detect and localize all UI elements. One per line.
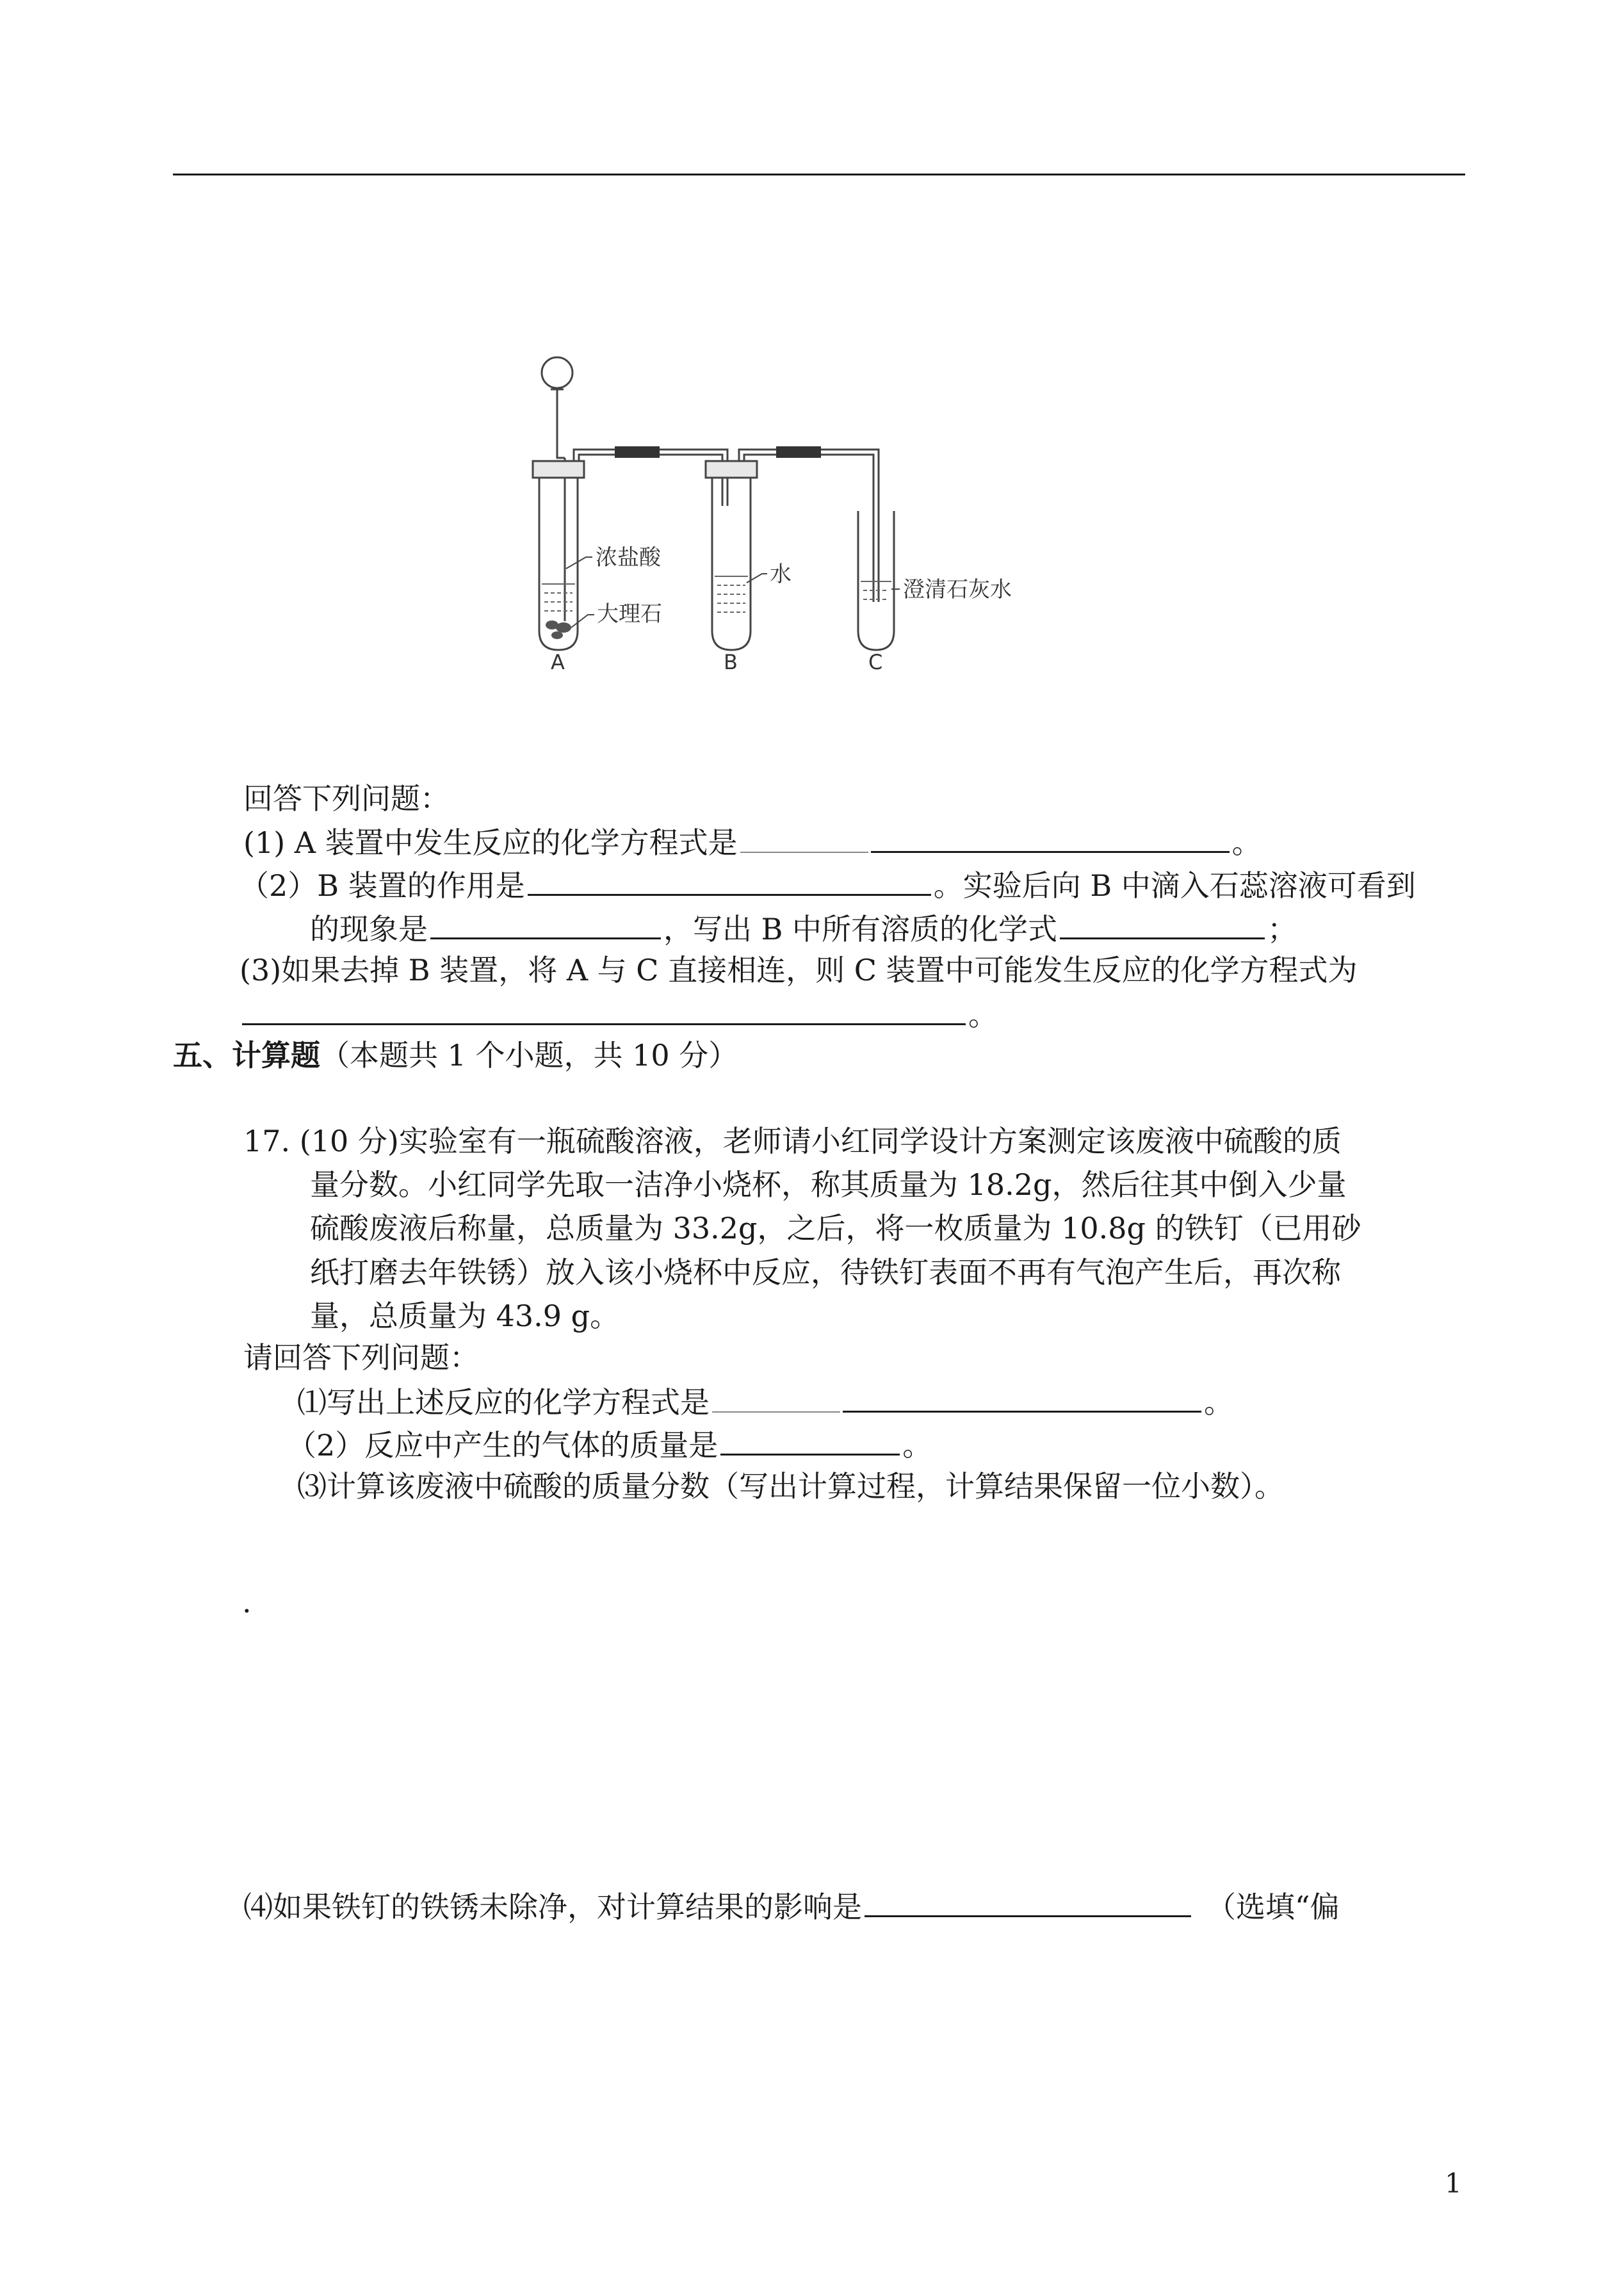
question-3: (3)如果去掉 B 装置，将 A 与 C 直接相连，则 C 装置中可能发生反应的化学方程式为 xyxy=(240,953,1358,987)
answer-blank-1b[interactable] xyxy=(871,822,1230,853)
stray-dot: . xyxy=(242,1585,252,1619)
q17-blank-4[interactable] xyxy=(865,1886,1191,1917)
tube-label-b: B xyxy=(724,650,738,672)
section-5-subtitle: （本题共 1 个小题，共 10 分） xyxy=(320,1038,738,1073)
answer-blank-1a[interactable] xyxy=(740,822,868,853)
q17-line-2: 量分数。小红同学先取一洁净小烧杯，称其质量为 18.2g，然后往其中倒入少量 xyxy=(310,1167,1347,1202)
tube-b xyxy=(712,471,751,650)
section-5-header xyxy=(173,1036,738,1075)
question-2-line2: 的现象是 ，写出 B 中所有溶质的化学式 ； xyxy=(310,908,1297,948)
header-rule xyxy=(173,174,1465,175)
section-5-title: 五、计算题 xyxy=(173,1038,320,1073)
label-marble: 大理石 xyxy=(597,601,662,627)
tube-label-a: A xyxy=(551,650,565,672)
answer-blank-2c[interactable] xyxy=(1060,908,1265,939)
label-water: 水 xyxy=(770,562,792,587)
stopper-b xyxy=(706,461,757,478)
funnel-bulb xyxy=(542,357,572,388)
page-number: 1 xyxy=(1445,2168,1462,2199)
q17-line-4: 纸打磨去年铁锈）放入该小烧杯中反应，待铁钉表面不再有气泡产生后，再次称 xyxy=(310,1255,1341,1290)
question-3-answer: 。 xyxy=(242,994,998,1034)
q17-part-1: ⑴写出上述反应的化学方程式是 。 xyxy=(297,1381,1233,1422)
q17-ask: 请回答下列问题： xyxy=(243,1340,479,1375)
q17-part-4: ⑷如果铁钉的铁锈未除净，对计算结果的影响是 （选填“偏 xyxy=(243,1886,1340,1926)
question-1: (1) A 装置中发生反应的化学方程式是 。 xyxy=(243,822,1262,862)
q17-line-3: 硫酸废液后称量，总质量为 33.2g，之后，将一枚质量为 10.8g 的铁钉（已用砂 xyxy=(310,1211,1361,1245)
rubber-connector-1 xyxy=(615,446,660,458)
answer-intro: 回答下列问题： xyxy=(243,781,450,816)
delivery-tube-ab xyxy=(574,450,727,506)
tube-label-c: C xyxy=(868,650,883,672)
q17-blank-2[interactable] xyxy=(720,1424,900,1456)
q17-line-5: 量，总质量为 43.9 g。 xyxy=(310,1299,620,1333)
apparatus-diagram xyxy=(512,346,1089,672)
q17-line-1: 17. (10 分)实验室有一瓶硫酸溶液，老师请小红同学设计方案测定该废液中硫酸的质 xyxy=(243,1124,1342,1158)
q17-blank-1b[interactable] xyxy=(843,1381,1201,1413)
answer-blank-2a[interactable] xyxy=(528,864,931,896)
label-acid: 浓盐酸 xyxy=(596,545,661,571)
question-2: （2）B 装置的作用是 。实验后向 B 中滴入石蕊溶液可看到 xyxy=(240,864,1416,905)
rubber-connector-2 xyxy=(776,446,821,458)
q17-part-3: ⑶计算该废液中硫酸的质量分数（写出计算过程，计算结果保留一位小数）。 xyxy=(297,1469,1284,1504)
tube-a xyxy=(539,471,578,650)
tube-c xyxy=(858,511,894,650)
q17-part-2: （2）反应中产生的气体的质量是 。 xyxy=(287,1424,932,1464)
q17-blank-1a[interactable] xyxy=(712,1382,840,1413)
answer-blank-3[interactable] xyxy=(242,994,966,1025)
label-limewater: 澄清石灰水 xyxy=(903,577,1012,603)
question-1-text: (1) A 装置中发生反应的化学方程式是 xyxy=(243,825,738,860)
stopper-a xyxy=(533,461,584,478)
answer-blank-2b[interactable] xyxy=(430,908,661,939)
question-2-text: （2）B 装置的作用是 xyxy=(240,868,525,903)
